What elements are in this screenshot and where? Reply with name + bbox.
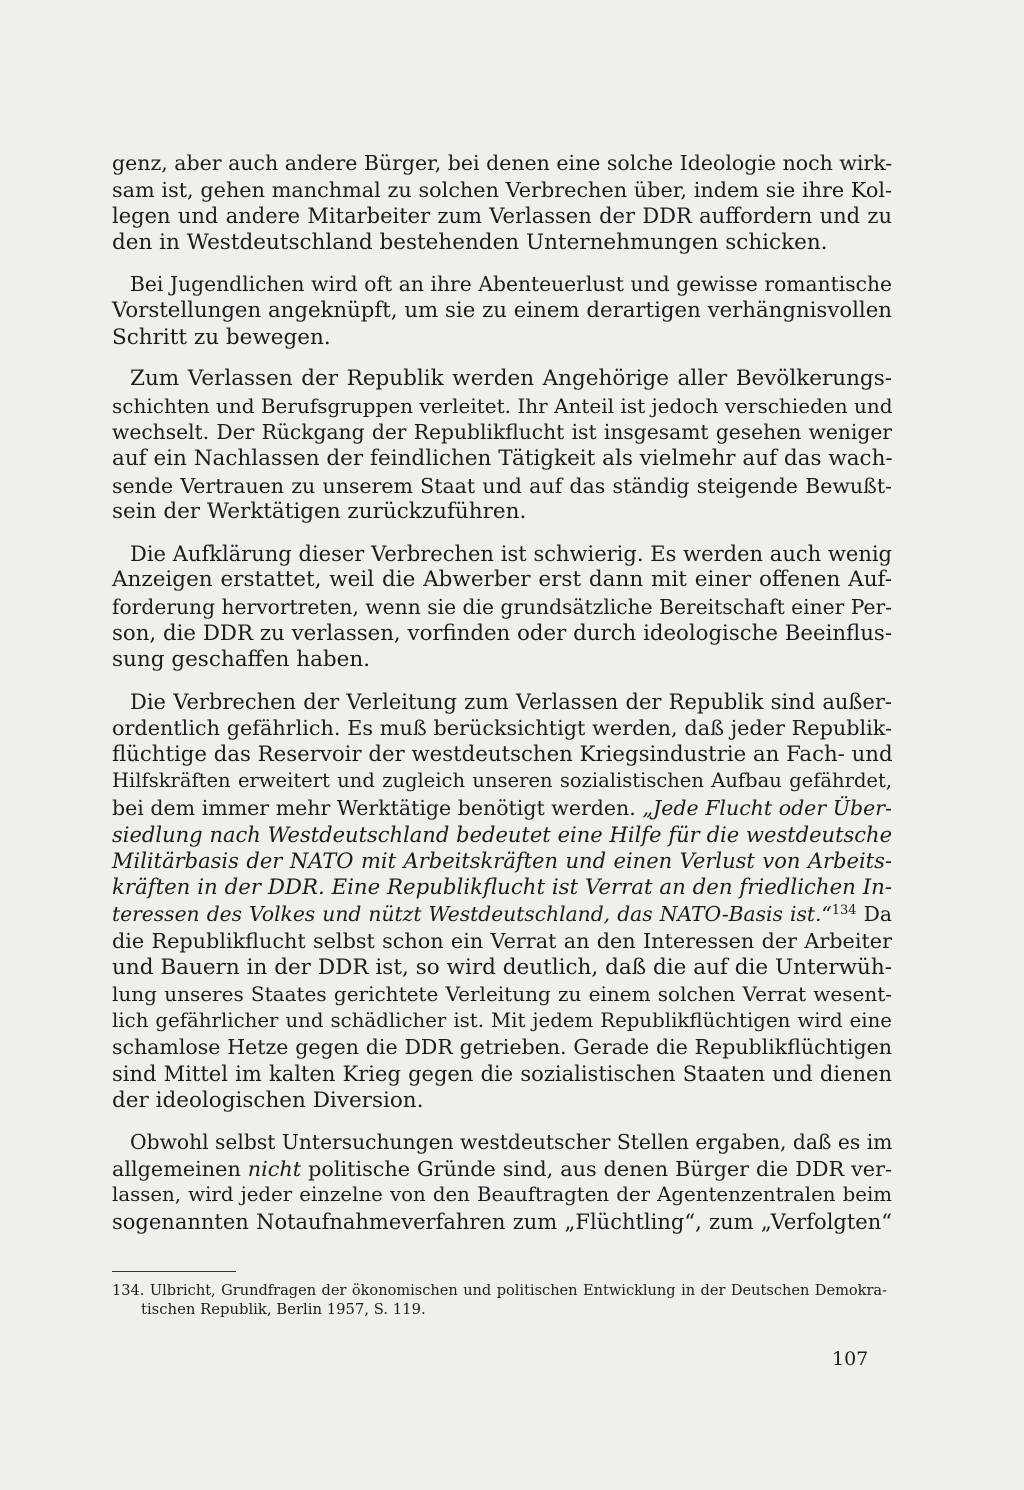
footnote [112, 1281, 887, 1319]
quote-segment: teressen des Volkes und nützt Westdeutschland, das NATO-Basis ist.“ [112, 902, 832, 927]
quote-line [112, 875, 892, 902]
text-segment: bei dem immer mehr Werktätige benötigt werden. [112, 796, 643, 821]
paragraph-4 [112, 541, 892, 674]
text-line: sind Mittel im kalten Krieg gegen die sozialistischen Staaten und dienen [112, 1062, 892, 1086]
quote-segment: kräften in der DDR. Eine Republikflucht ist Verrat an den friedlichen In- [112, 874, 892, 900]
text-line: lung unseres Staates gerichtete Verleitung zu einem solchen Verrat wesent- [112, 982, 892, 1007]
footnote-divider [112, 1271, 236, 1272]
text-segment: Da [856, 902, 892, 927]
quote-segment: „Jede Flucht oder Über- [642, 796, 892, 821]
text-line [112, 901, 892, 928]
text-line: Schritt zu bewegen. [112, 324, 331, 350]
text-line: die Republikflucht selbst schon ein Verrat an den Interessen der Arbeiter [112, 929, 892, 954]
text-line: ordentlich gefährlich. Es muß berücksichtigt werden, daß jeder Republik- [112, 716, 892, 741]
paragraph-5 [112, 689, 892, 1115]
text-line: sogenannten Notaufnahmeverfahren zum „Flüchtling“, zum „Verfolgten“ [112, 1209, 892, 1234]
text-line: Hilfskräften erweitert und zugleich unseren sozialistischen Aufbau gefährdet, [112, 769, 892, 793]
text-line: son, die DDR zu verlassen, vorfinden oder durch ideologische Beeinflus- [112, 620, 892, 646]
text-line: sein der Werktätigen zurückzuführen. [112, 499, 527, 525]
page-body [112, 150, 892, 1251]
text-line: lassen, wird jeder einzelne von den Beauftragten der Agentenzentralen beim [112, 1183, 892, 1207]
quote-line [112, 848, 892, 875]
text-line [112, 1156, 892, 1183]
footnote-line: 134. Ulbricht, Grundfragen der ökonomischen und politischen Entwicklung in der Deutschen Demokra- [112, 1282, 887, 1299]
text-line: Bei Jugendlichen wird oft an ihre Abenteuerlust und gewisse romantische [130, 272, 892, 297]
paragraph-3 [112, 366, 892, 526]
text-segment: politische Gründe sind, aus denen Bürger die DDR ver- [301, 1156, 893, 1181]
quote-segment: Militärbasis der NATO mit Arbeitskräften und einen Verlust von Arbeits- [112, 849, 892, 874]
text-line: der ideologischen Diversion. [112, 1087, 424, 1113]
text-line: Anzeigen erstattet, weil die Abwerber erst dann mit einer offenen Auf- [112, 567, 892, 593]
footnote-line: tischen Republik, Berlin 1957, S. 119. [141, 1301, 426, 1318]
text-line: den in Westdeutschland bestehenden Unternehmungen schicken. [112, 229, 828, 255]
text-segment: allgemeinen [112, 1156, 248, 1181]
paragraph-6 [112, 1129, 892, 1235]
quote-line [112, 822, 892, 849]
text-line: sung geschaffen haben. [112, 647, 371, 673]
text-line: schamlose Hetze gegen die DDR getrieben. Gerade die Republikflüchtigen [112, 1035, 892, 1060]
text-line: Die Verbrechen der Verleitung zum Verlassen der Republik sind außer- [130, 689, 892, 714]
text-line: sende Vertrauen zu unserem Staat und auf das ständig steigende Bewußt- [112, 473, 892, 498]
paragraph-1 [112, 150, 892, 256]
paragraph-2 [112, 271, 892, 351]
text-line: genz, aber auch andere Bürger, bei denen eine solche Ideologie noch wirk- [112, 151, 893, 175]
text-line: flüchtige das Reservoir der westdeutschen Kriegsindustrie an Fach- und [112, 741, 893, 767]
text-line: sam ist, gehen manchmal zu solchen Verbrechen über, indem sie ihre Kol- [112, 177, 892, 202]
text-line: lich gefährlicher und schädlicher ist. Mit jedem Republikflüchtigen wird eine [112, 1008, 892, 1032]
text-line: auf ein Nachlassen der feindlichen Tätigkeit als vielmehr auf das wach- [112, 445, 893, 471]
text-line: schichten und Berufsgruppen verleitet. Ihr Anteil ist jedoch verschieden und [112, 393, 893, 418]
text-line: forderung hervortreten, wenn sie die grundsätzliche Bereitschaft einer Per- [112, 594, 892, 619]
text-line [112, 795, 892, 822]
text-line: Zum Verlassen der Republik werden Angehörige aller Bevölkerungs- [130, 366, 892, 392]
emphasis: nicht [247, 1156, 302, 1181]
text-line: wechselt. Der Rückgang der Republikflucht ist insgesamt gesehen weniger [112, 420, 892, 445]
footnote-reference: 134 [831, 903, 857, 919]
page-number: 107 [832, 1348, 869, 1370]
text-line: Obwohl selbst Untersuchungen westdeutscher Stellen ergaben, daß es im [130, 1130, 893, 1155]
text-line: und Bauern in der DDR ist, so wird deutlich, daß die auf die Unterwüh- [112, 954, 892, 980]
quote-segment: siedlung nach Westdeutschland bedeutet eine Hilfe für die westdeutsche [112, 822, 892, 847]
text-line: Vorstellungen angeknüpft, um sie zu einem derartigen verhängnisvollen [112, 297, 892, 323]
text-line: legen und andere Mitarbeiter zum Verlassen der DDR auffordern und zu [112, 204, 892, 229]
text-line: Die Aufklärung dieser Verbrechen ist schwierig. Es werden auch wenig [130, 541, 892, 566]
